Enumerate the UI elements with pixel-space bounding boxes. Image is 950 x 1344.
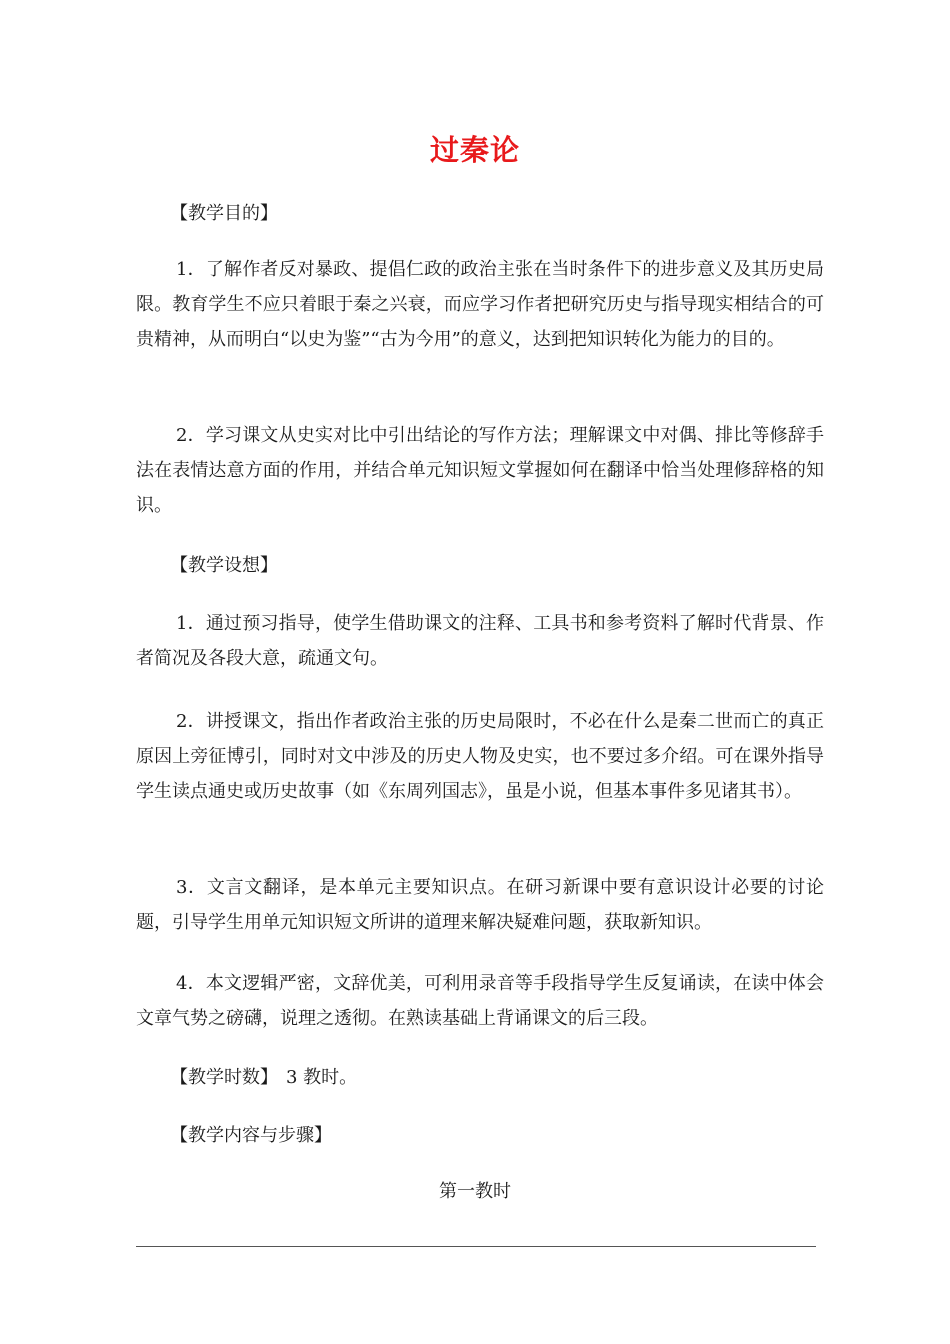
footer-divider	[136, 1246, 816, 1247]
design-item-4: 4．本文逻辑严密，文辞优美，可利用录音等手段指导学生反复诵读，在读中体会文章气势之磅礴，说理之透彻。在熟读基础上背诵课文的后三段。	[136, 973, 824, 1029]
design-item-2: 2．讲授课文，指出作者政治主张的历史局限时，不必在什么是秦二世而亡的真正原因上旁征博引，同时对文中涉及的历史人物及史实，也不要过多介绍。可在课外指导学生读点通史或历史故事（如《东周列国志》，虽是小说，但基本事件多见诸其书）。	[136, 711, 824, 802]
design-item-1: 1．通过预习指导，使学生借助课文的注释、工具书和参考资料了解时代背景、作者简况及各段大意，疏通文句。	[136, 613, 824, 669]
hours-value: 3 教时。	[286, 1067, 358, 1088]
first-lesson-label: 第一教时	[439, 1181, 511, 1202]
section-heading-steps: 【教学内容与步骤】	[170, 1125, 332, 1146]
design-item-3: 3．文言文翻译，是本单元主要知识点。在研习新课中要有意识设计必要的讨论题，引导学生用单元知识短文所讲的道理来解决疑难问题，获取新知识。	[136, 877, 824, 933]
section-heading-design: 【教学设想】	[170, 555, 278, 576]
hours-heading-label: 【教学时数】	[170, 1067, 278, 1088]
section-heading-hours	[170, 1066, 357, 1090]
page-title: 过秦论	[429, 133, 520, 167]
section-heading-purpose: 【教学目的】	[170, 203, 278, 224]
purpose-item-2: 2．学习课文从史实对比中引出结论的写作方法；理解课文中对偶、排比等修辞手法在表情达意方面的作用，并结合单元知识短文掌握如何在翻译中恰当处理修辞格的知识。	[136, 425, 824, 516]
purpose-item-1: 1．了解作者反对暴政、提倡仁政的政治主张在当时条件下的进步意义及其历史局限。教育学生不应只着眼于秦之兴衰，而应学习作者把研究历史与指导现实相结合的可贵精神，从而明白“以史为鉴”“古为今用”的意义，达到把知识转化为能力的目的。	[136, 259, 824, 350]
